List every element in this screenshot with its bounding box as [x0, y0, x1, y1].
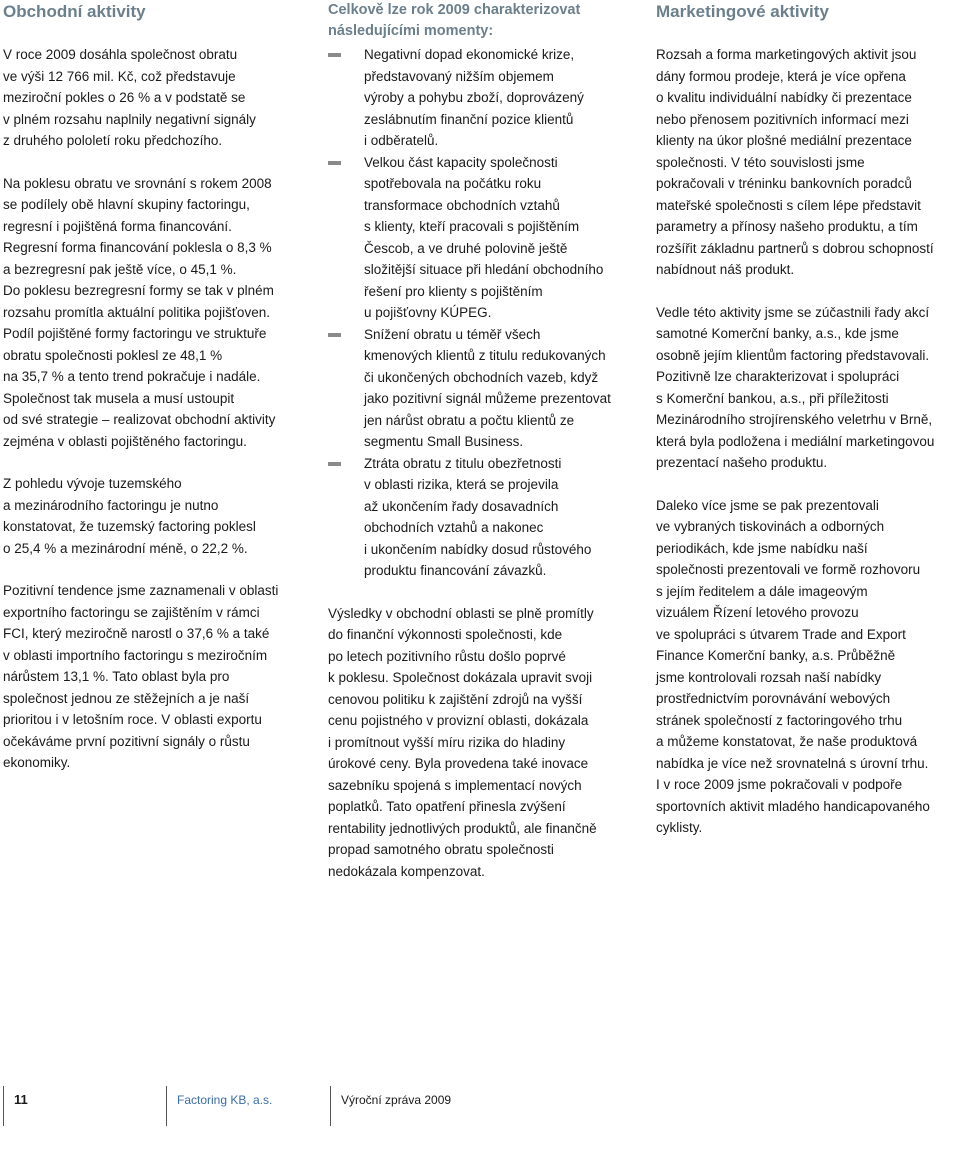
paragraph: Z pohledu vývoje tuzemského a mezinárodního factoringu je nutno konstatovat, že tuzemský factoring poklesl o 25,4 % a mezinárodní méně, o 22,2 %. [3, 476, 256, 556]
column-charakteristika-roku [328, 0, 640, 882]
dash-bullet-icon [328, 333, 341, 337]
dash-bullet-icon [328, 161, 341, 165]
list-item [328, 44, 640, 152]
column-obchodni-aktivity [3, 0, 303, 774]
list-item [328, 152, 640, 324]
footer-company: Factoring KB, a.s. [177, 1093, 273, 1107]
list-item-text: Velkou část kapacity společnosti spotřebovala na počátku roku transformace obchodních vztahů s klienty, kteří pracovali s pojištěním Čescob, a ve druhé polovině ještě složitější situace při hledání obchodního řešení pro klienty s pojištěním u pojišťovny KÚPEG. [364, 154, 604, 320]
list-item-text: Snížení obratu u téměř všech kmenových klientů z titulu redukovaných či ukončených obchodních vazeb, když jako pozitivní signál můžeme prezentovat jen nárůst obratu a počtu klientů ze segmentu Small Business. [364, 326, 611, 449]
paragraph: V roce 2009 dosáhla společnost obratu ve výši 12 766 mil. Kč, což představuje meziroční pokles o 26 % a v podstatě se v plném rozsahu naplnily negativní signály z druhého pololetí roku předchozího. [3, 47, 256, 148]
paragraph: Na poklesu obratu ve srovnání s rokem 2008 se podílely obě hlavní skupiny factoringu, regresní i pojištěná forma financování. Regresní forma financování poklesla o 8,3 % a bezregresní pak ještě více, o 45,1 %. Do poklesu bezregresní formy se tak v plném rozsahu promítla aktuální politika pojišťoven. Podíl pojištěné formy factoringu ve struktuře obratu společnosti poklesl ze 48,1 % na 35,7 % a tento trend pokračuje i nadále. Společnost tak musela a musí ustoupit od své strategie – realizovat obchodní aktivity zejména v oblasti pojištěného factoringu. [3, 175, 276, 449]
dash-bullet-icon [328, 462, 341, 466]
list-item-text: Ztráta obratu z titulu obezřetnosti v oblasti rizika, která se projevila až ukončením řady dosavadních obchodních vztahů a nakonec i ukončením nabídky dosud růstového produktu financování závazků. [364, 455, 592, 578]
footer-divider [3, 1086, 4, 1126]
moments-list [328, 44, 640, 582]
footer-report-title: Výroční zpráva 2009 [341, 1093, 452, 1107]
dash-bullet-icon [328, 53, 341, 57]
column-marketingove-aktivity [656, 0, 958, 839]
footer-divider [330, 1086, 331, 1126]
paragraph: Rozsah a forma marketingových aktivit jsou dány formou prodeje, která je více opřena o kvalitu individuální nabídky či prezentace nebo přenosem pozitivních informací mezi klienty na úkor plošné mediální prezentace společnosti. V této souvislosti jsme pokračovali v tréninku bankovních poradců mateřské společnosti s cílem lépe představit parametry a přínosy našeho produktu, a tím rozšířit základnu partnerů s dobrou schopností nabídnout náš produkt. [656, 47, 934, 277]
list-item-text: Negativní dopad ekonomické krize, představovaný nižším objemem výroby a pohybu zboží, doprovázený zeslábnutím finanční pozice klientů i odběratelů. [364, 47, 584, 148]
list-item [328, 324, 640, 453]
section-heading-marketingove-aktivity: Marketingové aktivity [656, 2, 829, 21]
paragraph: Výsledky v obchodní oblasti se plně promítly do finanční výkonnosti společnosti, kde po letech pozitivního růstu došlo poprvé k poklesu. Společnost dokázala upravit svoji cenovou politiku k zajištění zdrojů na vyšší cenu pojistného v provizní oblasti, dokázala i promítnout vyšší míru rizika do hladiny úrokové ceny. Byla provedena také inovace sazebníku spojená s implementací nových poplatků. Tato opatření přinesla zvýšení rentability jednotlivých produktů, ale finančně propad samotného obratu společnosti nedokázala kompenzovat. [328, 605, 597, 879]
page-number: 11 [14, 1092, 28, 1107]
list-item [328, 453, 640, 582]
paragraph: Vedle této aktivity jsme se zúčastnili řady akcí samotné Komerční banky, a.s., kde jsme osobně jejím klientům factoring představovali. Pozitivně lze charakterizovat i spolupráci s Komerční bankou, a.s., při příležitosti Mezinárodního strojírenského veletrhu v Brně, která byla podložena i mediální marketingovou prezentací našeho produktu. [656, 304, 935, 470]
paragraph: Daleko více jsme se pak prezentovali ve vybraných tiskovinách a odborných periodikách, kde jsme nabídku naší společnosti prezentovali ve formě rozhovoru s jejím ředitelem a dále imageovým vizuálem Řízení letového provozu ve spolupráci s útvarem Trade and Export Finance Komerční banky, a.s. Průběžně jsme kontrolovali rozsah naší nabídky prostřednictvím porovnávání webových stránek společností z factoringového trhu a můžeme konstatovat, že naše produktová nabídka je více než srovnatelná s úrovní trhu. I v roce 2009 jsme pokračovali v podpoře sportovních aktivit mladého handicapovaného cyklisty. [656, 497, 930, 835]
paragraph: Pozitivní tendence jsme zaznamenali v oblasti exportního factoringu se zajištěním v rámci FCI, který meziročně narostl o 37,6 % a také v oblasti importního factoringu s meziročním nárůstem 13,1 %. Tato oblast byla pro společnost jednou ze stěžejních a je naší prioritou i v letošním roce. V oblasti exportu očekáváme první pozitivní signály o růstu ekonomiky. [3, 583, 279, 770]
footer-divider [166, 1086, 167, 1126]
section-heading-charakteristika: Celkově lze rok 2009 charakterizovat následujícími momenty: [328, 2, 581, 39]
section-heading-obchodni-aktivity: Obchodní aktivity [3, 2, 146, 21]
